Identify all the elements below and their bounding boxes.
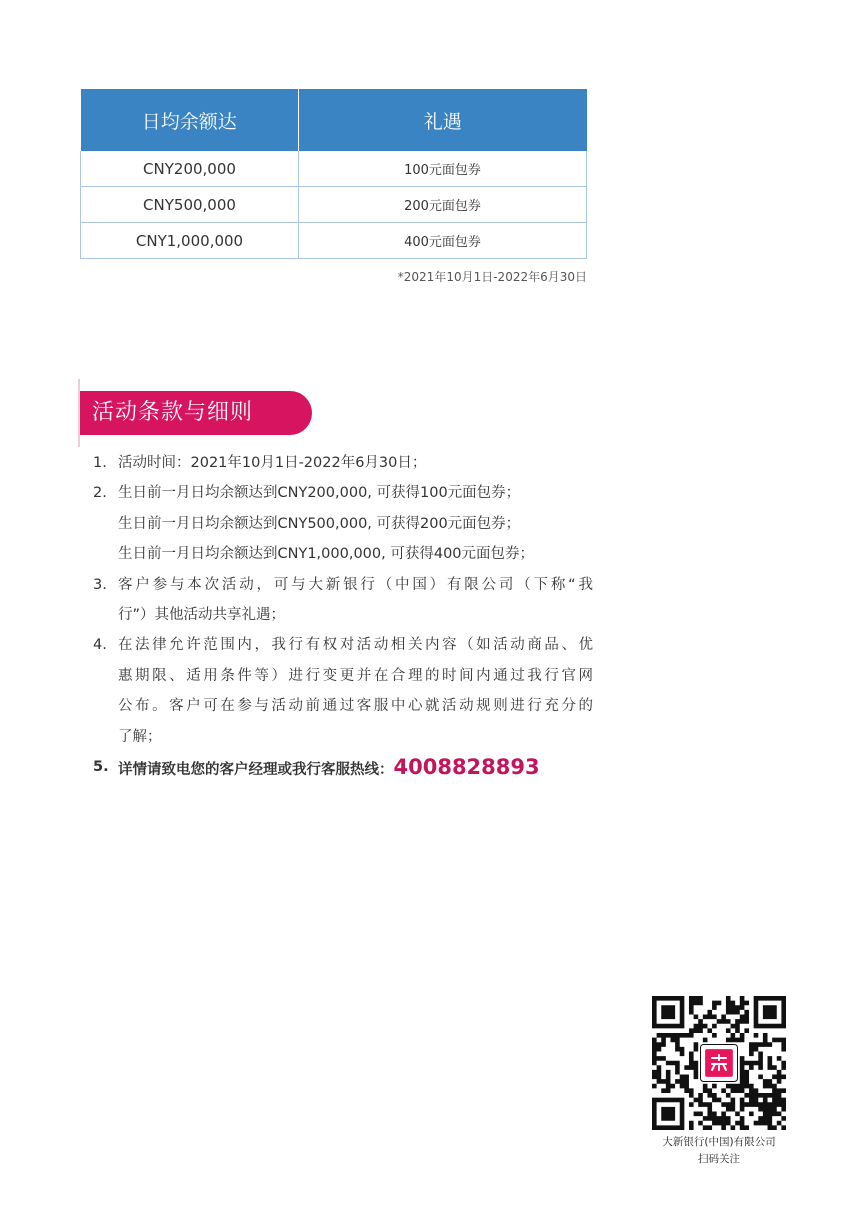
qr-caption-bank: 大新银行(中国)有限公司 xyxy=(662,1136,776,1148)
column-header-balance: 日均余额达 xyxy=(81,89,299,151)
term-item xyxy=(93,630,593,752)
promotion-period-note: *2021年10月1日-2022年6月30日 xyxy=(397,270,587,284)
term-number: 2. xyxy=(93,485,107,502)
table-row xyxy=(81,151,587,187)
qr-code[interactable] xyxy=(652,996,786,1130)
term-number: 5. xyxy=(93,759,109,776)
term-number: 4. xyxy=(93,637,107,654)
term-item xyxy=(93,448,593,478)
section-title: 活动条款与细则 xyxy=(80,391,312,435)
term-text: 活动时间：2021年10月1日-2022年6月30日； xyxy=(118,455,427,471)
reward-cell: 100元面包券 xyxy=(299,151,587,187)
balance-cell: CNY1,000,000 xyxy=(81,223,299,259)
term-text xyxy=(118,752,593,785)
qr-finder-pattern xyxy=(654,1100,682,1128)
hotline-label: 详情请致电您的客户经理或我行客服热线： xyxy=(118,762,394,779)
term-text: 惠期限、适用条件等）进行变更并在合理的时间内通过我行官网 xyxy=(118,667,593,684)
term-text: 在法律允许范围内，我行有权对活动相关内容（如活动商品、优 xyxy=(118,637,593,654)
dah-sing-logo-icon xyxy=(701,1045,738,1082)
term-text: 了解； xyxy=(118,728,162,745)
qr-code-graphic xyxy=(652,996,786,1130)
table-header-row xyxy=(81,89,587,151)
term-item xyxy=(93,570,593,631)
qr-finder-pattern xyxy=(654,998,682,1026)
term-text: 生日前一月日均余额达到CNY500,000, 可获得200元面包券； xyxy=(118,515,521,532)
term-text: 公布。客户可在参与活动前通过客服中心就活动规则进行充分的 xyxy=(118,698,593,715)
balance-cell: CNY500,000 xyxy=(81,187,299,223)
qr-caption-follow: 扫码关注 xyxy=(698,1153,740,1165)
term-number: 1. xyxy=(93,455,107,471)
term-number: 3. xyxy=(93,576,107,593)
term-text: 行”）其他活动共享礼遇； xyxy=(118,607,286,624)
table-row xyxy=(81,187,587,223)
column-header-reward: 礼遇 xyxy=(299,89,587,151)
reward-table xyxy=(80,89,587,259)
hotline-number[interactable]: 4008828893 xyxy=(393,755,540,780)
term-text: 生日前一月日均余额达到CNY1,000,000, 可获得400元面包券； xyxy=(118,546,535,563)
reward-cell: 400元面包券 xyxy=(299,223,587,259)
term-item xyxy=(93,478,593,569)
reward-cell: 200元面包券 xyxy=(299,187,587,223)
qr-finder-pattern xyxy=(756,998,784,1026)
balance-cell: CNY200,000 xyxy=(81,151,299,187)
term-text: 客户参与本次活动，可与大新银行（中国）有限公司（下称“我 xyxy=(118,576,593,593)
table-row xyxy=(81,223,587,259)
term-item xyxy=(93,752,593,785)
term-text: 生日前一月日均余额达到CNY200,000, 可获得100元面包券； xyxy=(118,485,521,502)
terms-list xyxy=(93,448,593,785)
